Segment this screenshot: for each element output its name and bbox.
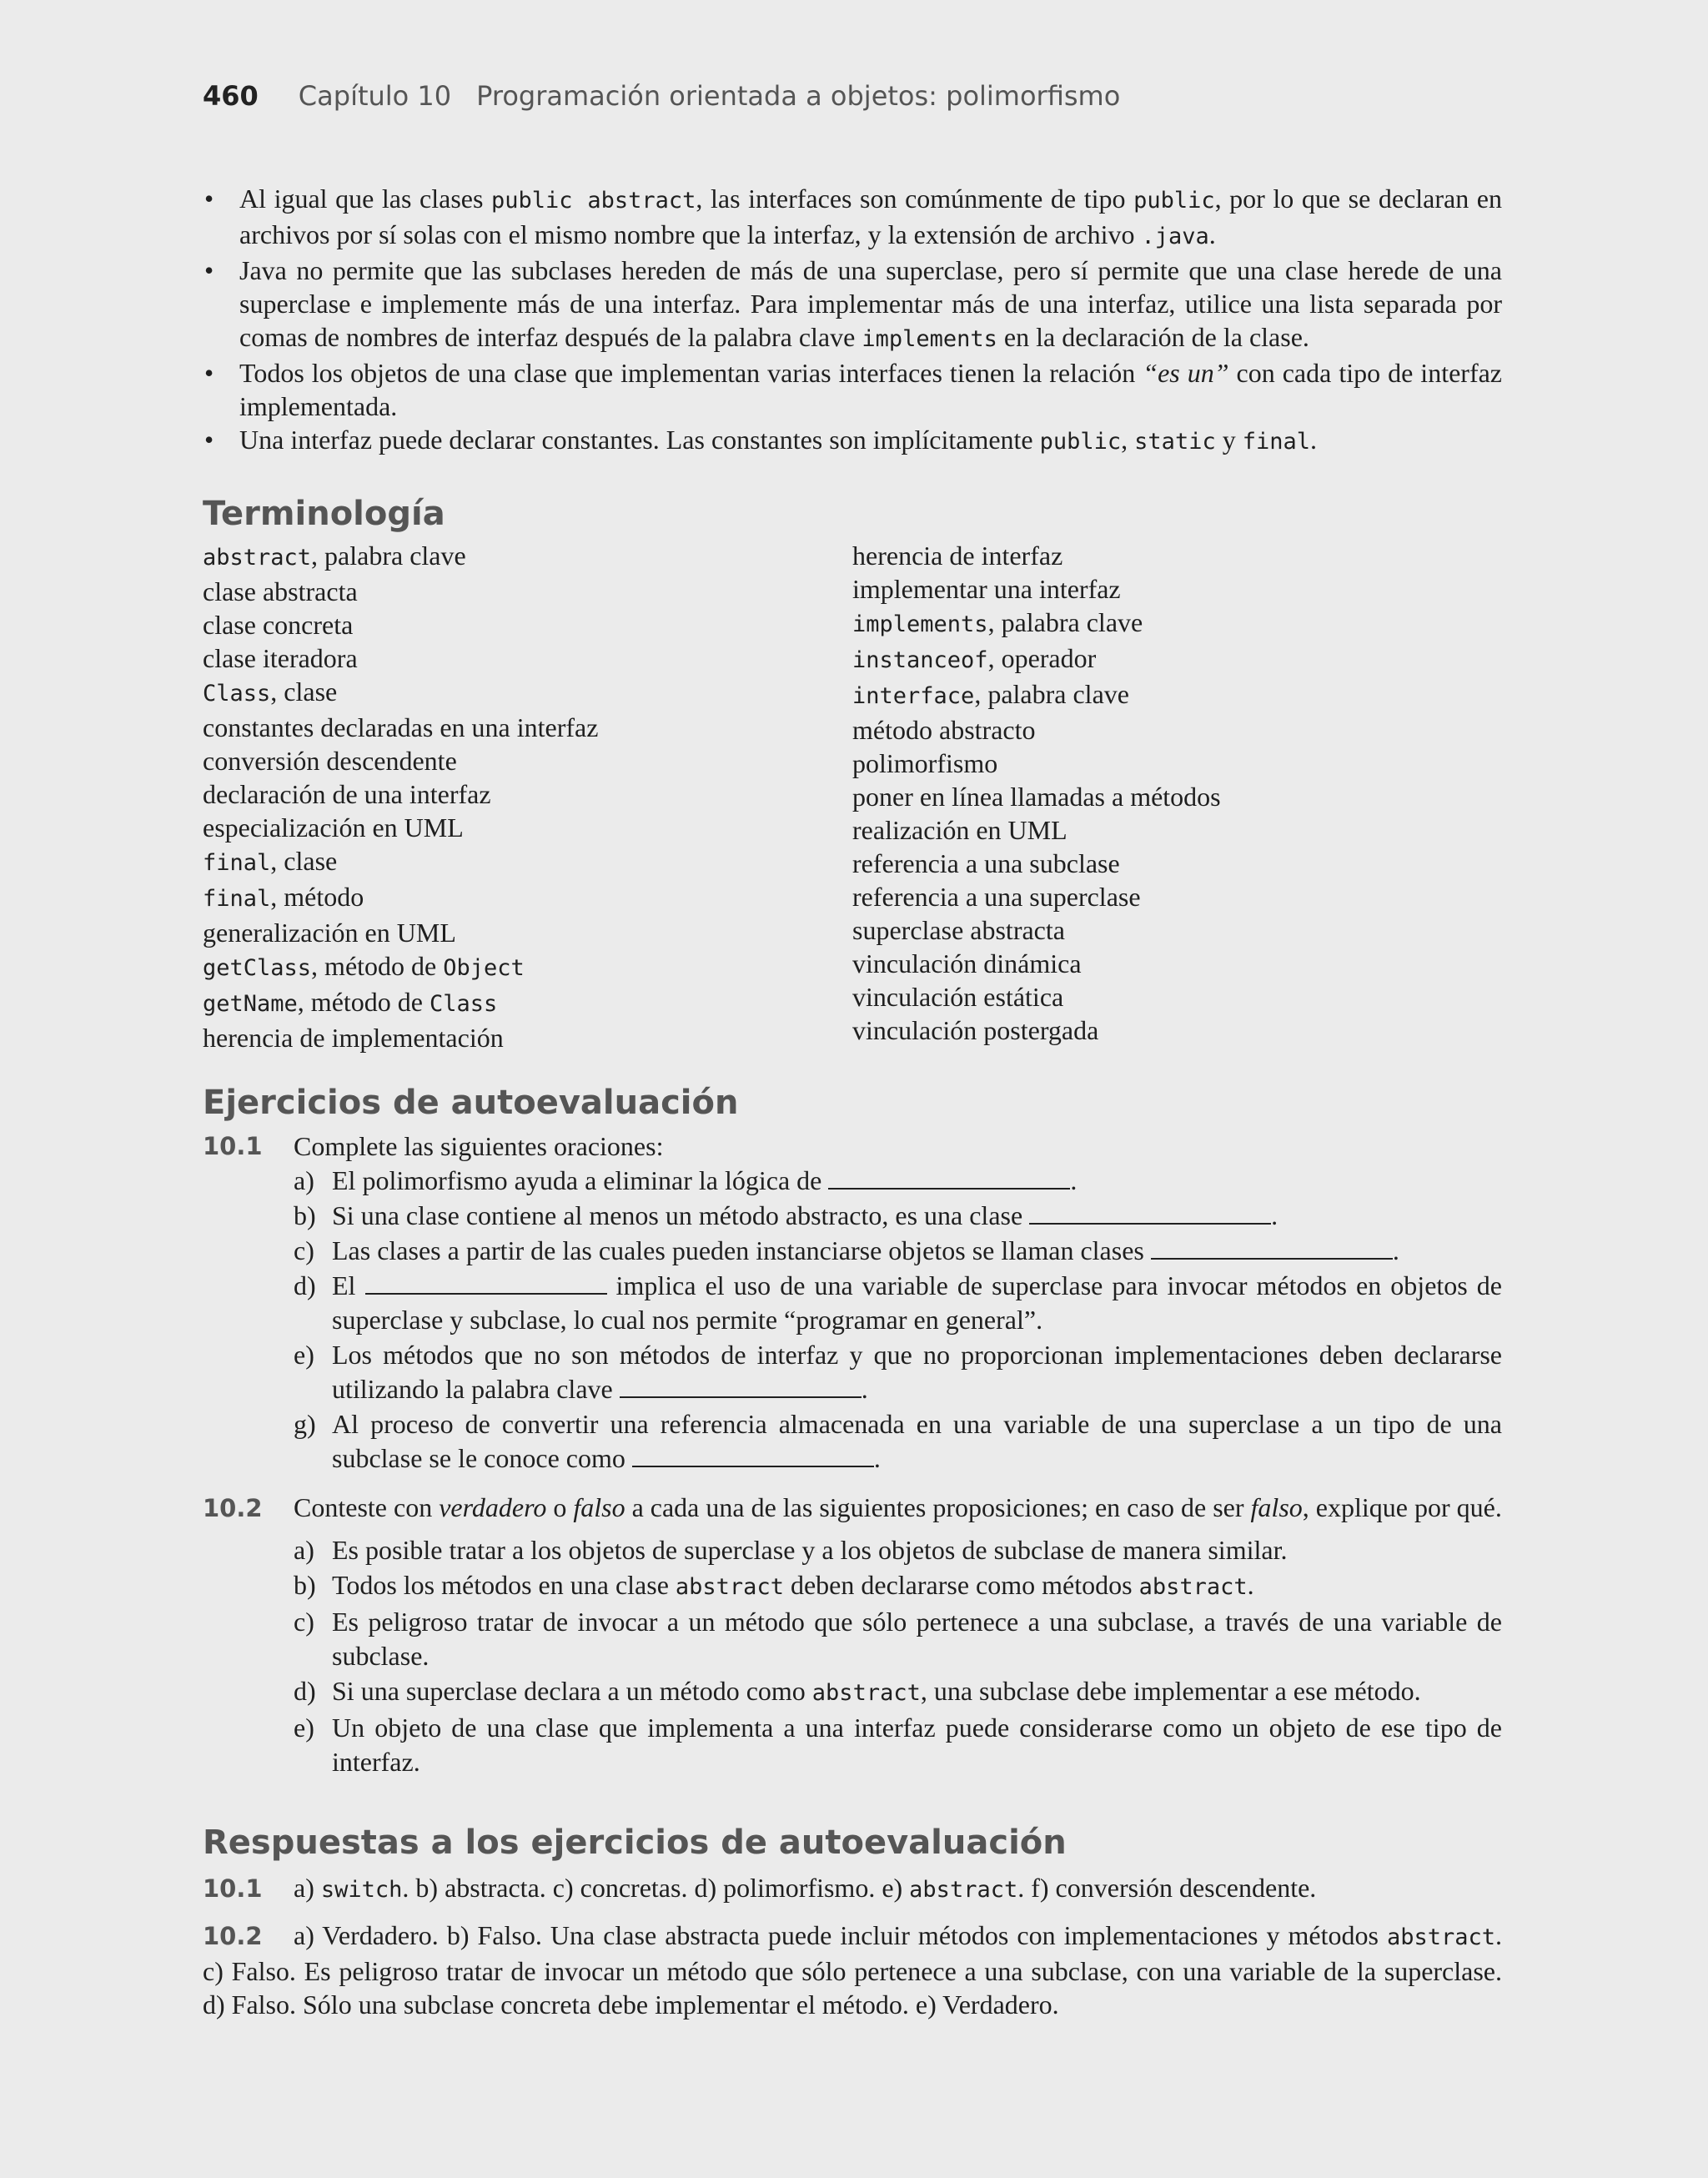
item-text: Al proceso de convertir una referencia almacenada en una variable de una superclase a un tipo de una subclase se le conoce como <box>332 1409 1502 1473</box>
term-code: abstract <box>203 545 312 571</box>
bullet-text: y <box>1215 425 1243 455</box>
item-code: abstract <box>1138 1574 1248 1600</box>
term-text: , clase <box>270 846 338 876</box>
item-letter: e) <box>294 1713 314 1743</box>
bullet-item <box>203 423 1502 459</box>
term-item <box>203 916 852 949</box>
exercise-item <box>203 1674 1502 1710</box>
item-code: abstract <box>811 1680 921 1706</box>
exercise-number: 10.1 <box>203 1132 263 1160</box>
exercise-prompt: Complete las siguientes oraciones: <box>294 1131 664 1161</box>
main-content <box>203 182 1502 2021</box>
term-item <box>203 1021 852 1054</box>
answer-blank <box>632 1446 874 1467</box>
bullet-text: , <box>1121 425 1135 455</box>
term-text: , método de <box>297 987 430 1017</box>
term-code: Class <box>429 991 498 1017</box>
prompt-italic: falso <box>1250 1492 1303 1522</box>
prompt-text: Conteste con <box>294 1492 440 1522</box>
term-item <box>852 539 1502 572</box>
term-text: declaración de una interfaz <box>203 779 491 809</box>
exercise-item <box>203 1533 1502 1567</box>
answer-code: abstract <box>1386 1924 1495 1950</box>
item-text: Si una superclase declara a un método como <box>332 1676 812 1706</box>
exercise-item <box>203 1568 1502 1604</box>
term-code: Object <box>443 955 525 981</box>
term-item <box>852 572 1502 606</box>
exercise-item <box>203 1605 1502 1673</box>
term-text: , clase <box>270 677 338 707</box>
item-text: Los métodos que no son métodos de interfaz y que no proporcionan implementaciones deben declararse utilizando la palabra clave <box>332 1340 1502 1404</box>
terminology-right-column <box>852 539 1502 1054</box>
answer-blank <box>1029 1203 1271 1225</box>
exercise-items <box>203 1164 1502 1476</box>
bullet-dot-icon: • <box>204 184 214 214</box>
item-letter: b) <box>294 1570 316 1600</box>
item-text: Un objeto de una clase que implementa a una interfaz puede considerarse como un objeto de ese tipo de interfaz. <box>332 1713 1502 1777</box>
term-code: Class <box>203 681 271 707</box>
term-text: , método <box>270 882 364 912</box>
summary-bullets <box>203 182 1502 459</box>
term-text: herencia de interfaz <box>852 541 1063 571</box>
exercise-item <box>203 1164 1502 1198</box>
bullet-code: .java <box>1141 224 1209 249</box>
term-text: vinculación postergada <box>852 1015 1099 1045</box>
term-text: método abstracto <box>852 715 1036 745</box>
term-code: interface <box>852 683 975 709</box>
item-text: deben declararse como métodos <box>783 1570 1139 1600</box>
exercise-item <box>203 1407 1502 1476</box>
answer-blank <box>365 1273 607 1295</box>
term-code: getClass <box>203 955 312 981</box>
item-text: . <box>1070 1165 1078 1195</box>
exercise-item <box>203 1338 1502 1406</box>
term-text: , palabra clave <box>974 679 1129 709</box>
item-text: El <box>332 1270 365 1300</box>
term-text: referencia a una superclase <box>852 882 1141 912</box>
answer-code: switch <box>320 1877 403 1903</box>
exercise-item <box>203 1199 1502 1233</box>
answer-number: 10.1 <box>203 1874 263 1903</box>
term-item <box>852 980 1502 1014</box>
bullet-italic: “es un” <box>1143 358 1229 388</box>
bullet-dot-icon: • <box>204 358 214 388</box>
answer-blank <box>620 1376 862 1398</box>
term-item <box>852 913 1502 947</box>
term-item <box>203 880 852 916</box>
term-text: generalización en UML <box>203 918 456 948</box>
bullet-code: public <box>1039 429 1122 455</box>
bullet-text: Java no permite que las subclases hereden de más de una superclase, pero sí permite que una clase herede de una superclase e implemente más de una interfaz. Para implementar más de una interfaz, utilice una lista separada por comas de nombres de interfaz después de la palabra clave <box>239 255 1502 352</box>
bullet-text: , por lo que se declaran en archivos por sí solas con el mismo nombre que la interfaz, y la extensión de archivo <box>239 184 1503 249</box>
answers-heading: Respuestas a los ejercicios de autoevaluación <box>203 1823 1067 1862</box>
prompt-italic: verdadero <box>439 1492 547 1522</box>
term-text: poner en línea llamadas a métodos <box>852 782 1221 812</box>
answer-10-1 <box>203 1871 1502 1907</box>
term-item <box>852 947 1502 980</box>
item-letter: d) <box>294 1676 316 1706</box>
term-text: herencia de implementación <box>203 1023 504 1053</box>
term-code: final <box>203 886 271 912</box>
term-item <box>203 949 852 985</box>
term-item <box>852 641 1502 677</box>
item-text: implica el uso de una variable de superclase para invocar métodos en objetos de superclase y subclase, lo cual nos permite “programar en general”. <box>332 1270 1503 1335</box>
answer-blank <box>1151 1238 1393 1260</box>
item-text: . <box>1392 1235 1399 1265</box>
bullet-text: Una interfaz puede declarar constantes. Las constantes son implícitamente <box>239 425 1040 455</box>
prompt-text: a cada una de las siguientes proposiciones; en caso de ser <box>625 1492 1251 1522</box>
term-text: polimorfismo <box>852 748 998 778</box>
chapter-title: Programación orientada a objetos: polimorfismo <box>476 80 1121 112</box>
term-item <box>203 575 852 608</box>
term-item <box>852 813 1502 847</box>
self-review-heading: Ejercicios de autoevaluación <box>203 1084 739 1122</box>
item-code: abstract <box>675 1574 784 1600</box>
bullet-text: Todos los objetos de una clase que implementan varias interfaces tienen la relación <box>239 358 1143 388</box>
exercise-item <box>203 1234 1502 1268</box>
item-text: Si una clase contiene al menos un método abstracto, es una clase <box>332 1200 1030 1230</box>
term-text: vinculación estática <box>852 982 1064 1012</box>
term-text: especialización en UML <box>203 812 464 843</box>
term-text: realización en UML <box>852 815 1068 845</box>
term-code: final <box>203 850 271 876</box>
exercise-item <box>203 1711 1502 1779</box>
term-item <box>852 780 1502 813</box>
term-item <box>203 844 852 880</box>
term-item <box>203 985 852 1021</box>
item-letter: a) <box>294 1535 314 1565</box>
item-text: . <box>873 1443 881 1473</box>
bullet-item <box>203 356 1502 423</box>
bullet-code: static <box>1134 429 1216 455</box>
bullet-text: en la declaración de la clase. <box>997 322 1309 352</box>
item-text: Las clases a partir de las cuales pueden instanciarse objetos se llaman clases <box>332 1235 1151 1265</box>
answer-10-2 <box>203 1919 1502 2021</box>
term-item <box>852 880 1502 913</box>
prompt-italic: falso <box>573 1492 625 1522</box>
page-number: 460 <box>203 80 259 112</box>
bullet-text: . <box>1208 219 1216 249</box>
exercise-10-2 <box>203 1491 1502 1779</box>
term-text: clase iteradora <box>203 643 358 673</box>
bullet-item <box>203 182 1502 254</box>
answer-number: 10.2 <box>203 1922 263 1950</box>
answer-text: . c) Falso. Es peligroso tratar de invocar un método que sólo pertenece a una subclase, con una variable de la superclase. d) Falso. Sólo una subclase concreta debe implementar el método. e) Verdadero. <box>203 1920 1502 2020</box>
item-letter: d) <box>294 1270 316 1300</box>
term-text: , palabra clave <box>987 607 1143 637</box>
term-item <box>852 747 1502 780</box>
term-text: clase abstracta <box>203 576 358 606</box>
prompt-text: , explique por qué. <box>1302 1492 1502 1522</box>
term-text: conversión descendente <box>203 746 457 776</box>
term-item <box>203 711 852 744</box>
exercise-items <box>203 1533 1502 1779</box>
bullet-text: , las interfaces son comúnmente de tipo <box>696 184 1134 214</box>
term-code: getName <box>203 991 298 1017</box>
exercise-prompt <box>203 1491 1502 1525</box>
bullet-item <box>203 254 1502 356</box>
term-item <box>203 811 852 844</box>
term-text: clase concreta <box>203 610 354 640</box>
term-code: instanceof <box>852 647 988 673</box>
term-text: referencia a una subclase <box>852 848 1120 878</box>
item-text: Es posible tratar a los objetos de superclase y a los objetos de subclase de manera similar. <box>332 1535 1288 1565</box>
item-letter: b) <box>294 1200 316 1230</box>
answer-text: . f) conversión descendente. <box>1017 1873 1317 1903</box>
term-text: superclase abstracta <box>852 915 1065 945</box>
answer-text: a) <box>294 1873 321 1903</box>
item-letter: g) <box>294 1409 316 1439</box>
chapter-label: Capítulo 10 <box>298 80 452 112</box>
term-item <box>852 847 1502 880</box>
item-text: . <box>1247 1570 1254 1600</box>
exercise-10-1 <box>203 1129 1502 1476</box>
term-item <box>852 677 1502 713</box>
term-code: implements <box>852 611 988 637</box>
term-item <box>203 744 852 777</box>
item-letter: c) <box>294 1235 314 1265</box>
terminology-list <box>203 539 1502 1054</box>
answer-text: a) Verdadero. b) Falso. Una clase abstracta puede incluir métodos con implementaciones y métodos <box>294 1920 1387 1950</box>
term-text: , método de <box>311 951 444 981</box>
term-text: vinculación dinámica <box>852 948 1082 978</box>
term-item <box>852 606 1502 641</box>
running-header <box>203 80 1120 112</box>
term-item <box>852 1014 1502 1047</box>
item-text: . <box>1271 1200 1278 1230</box>
answer-blank <box>828 1168 1070 1190</box>
bullet-code: final <box>1242 429 1310 455</box>
term-item <box>203 608 852 641</box>
term-text: implementar una interfaz <box>852 574 1121 604</box>
terminology-left-column <box>203 539 852 1054</box>
exercise-number: 10.2 <box>203 1494 263 1522</box>
item-text: Es peligroso tratar de invocar a un método que sólo pertenece a una subclase, a través de una variable de subclase. <box>332 1607 1502 1671</box>
item-text: , una subclase debe implementar a ese método. <box>920 1676 1421 1706</box>
term-item <box>203 641 852 675</box>
term-item <box>203 539 852 575</box>
bullet-text: con cada tipo de interfaz implementada. <box>239 358 1503 421</box>
item-letter: a) <box>294 1165 314 1195</box>
bullet-code: public abstract <box>491 188 696 214</box>
bullet-dot-icon: • <box>204 255 214 285</box>
item-text: Todos los métodos en una clase <box>332 1570 676 1600</box>
bullet-text: . <box>1310 425 1317 455</box>
term-text: , operador <box>987 643 1097 673</box>
bullet-text: Al igual que las clases <box>239 184 492 214</box>
terminology-heading: Terminología <box>203 495 445 533</box>
term-text: constantes declaradas en una interfaz <box>203 712 599 742</box>
term-item <box>203 777 852 811</box>
term-text: , palabra clave <box>311 541 466 571</box>
answer-code: abstract <box>909 1877 1018 1903</box>
bullet-code: implements <box>862 326 997 352</box>
bullet-code: public <box>1133 188 1215 214</box>
bullet-dot-icon: • <box>204 425 214 455</box>
term-item <box>852 713 1502 747</box>
item-letter: e) <box>294 1340 314 1370</box>
exercise-item <box>203 1269 1502 1337</box>
item-text: El polimorfismo ayuda a eliminar la lógica de <box>332 1165 829 1195</box>
item-text: . <box>861 1374 868 1404</box>
item-letter: c) <box>294 1607 314 1637</box>
answer-text: . b) abstracta. c) concretas. d) polimorfismo. e) <box>402 1873 910 1903</box>
term-item <box>203 675 852 711</box>
prompt-text: o <box>546 1492 574 1522</box>
